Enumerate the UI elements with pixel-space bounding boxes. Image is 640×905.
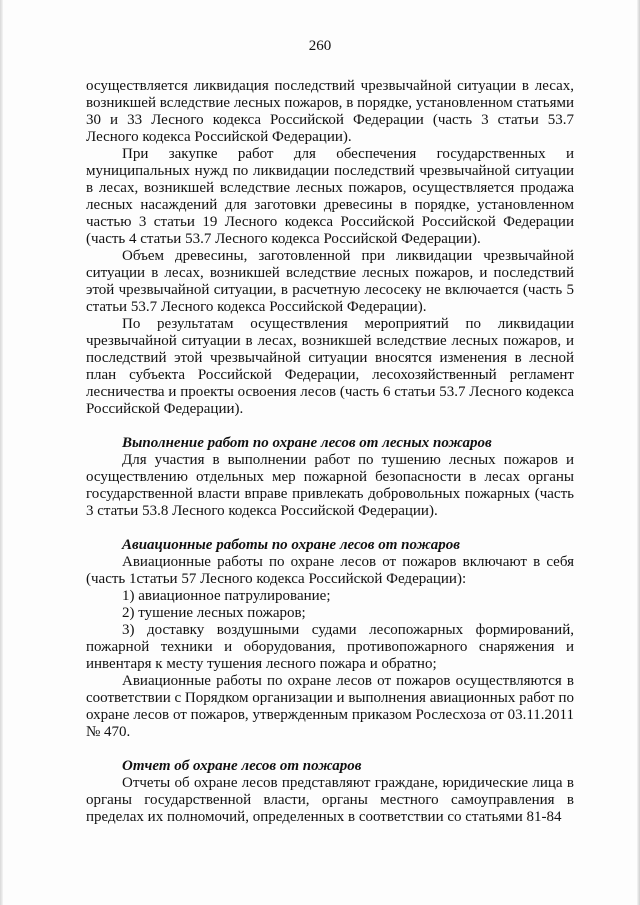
scan-edge-left (0, 0, 3, 905)
section-heading-report: Отчет об охране лесов от пожаров (122, 758, 362, 774)
paragraph-continuation: осуществляется ликвидация последствий чрезвычайной ситуации в лесах, возникшей вследствие лесных пожаров, в порядке, установленном статьями 30 и 33 Лесного кодекса Российской Федерации (часть 3 статьи 53.7 Лесного кодекса Российской Федерации). (86, 78, 574, 145)
section-heading-fire-protection: Выполнение работ по охране лесов от лесных пожаров (122, 435, 492, 451)
section-gap (86, 520, 574, 537)
paragraph-report: Отчеты об охране лесов представляют граждане, юридические лица в органы государственной власти, органы местного самоуправления в пределах их полномочий, определенных в соответствии со статьями 81-84 (86, 775, 574, 825)
section-heading-aviation: Авиационные работы по охране лесов от пожаров (122, 537, 460, 553)
paragraph-aviation-intro: Авиационные работы по охране лесов от пожаров включают в себя (часть 1статьи 57 Лесного кодекса Российской Федерации): (86, 554, 574, 587)
page-number: 260 (308, 38, 332, 54)
paragraph-timber-volume: Объем древесины, заготовленной при ликвидации чрезвычайной ситуации в лесах, возникшей вследствие лесных пожаров, и последствий этой чрезвычайной ситуации, в расчетную лесосеку не включается (часть 5 статьи 53.7 Лесного кодекса Российской Федерации). (86, 248, 574, 315)
list-item-extinguishing: 2) тушение лесных пожаров; (122, 605, 306, 621)
list-item-patrol: 1) авиационное патрулирование; (122, 588, 331, 604)
paragraph-volunteer-firefighters: Для участия в выполнении работ по тушению лесных пожаров и осуществлению отдельных мер пожарной безопасности в лесах органы государственной власти вправе привлекать добровольных пожарных (часть 3 статьи 53.8 Лесного кодекса Российской Федерации). (86, 452, 574, 519)
paragraph-procurement: При закупке работ для обеспечения государственных и муниципальных нужд по ликвидации последствий чрезвычайной ситуации в лесах, возникшей вследствие лесных пожаров, осуществляется продажа лесных насаждений для заготовки древесины в порядке, установленном частью 3 статьи 19 Лесного кодекса Российской Российской Федерации (часть 4 статьи 53.7 Лесного кодекса Российской Федерации). (86, 146, 574, 247)
section-gap (86, 741, 574, 758)
document-body (86, 78, 574, 826)
paragraph-aviation-order: Авиационные работы по охране лесов от пожаров осуществляются в соответствии с Порядком организации и выполнения авиационных работ по охране лесов от пожаров, утвержденным приказом Рослесхоза от 03.11.2011 № 470. (86, 673, 574, 740)
section-gap (86, 418, 574, 435)
list-item-delivery: 3) доставку воздушными судами лесопожарных формирований, пожарной техники и оборудования, противопожарного снаряжения и инвентаря к месту тушения лесного пожара и обратно; (86, 622, 574, 672)
paragraph-forest-plan-changes: По результатам осуществления мероприятий по ликвидации чрезвычайной ситуации в лесах, возникшей вследствие лесных пожаров, и последствий этой чрезвычайной ситуации вносятся изменения в лесной план субъекта Российской Федерации, лесохозяйственный регламент лесничества и проекты освоения лесов (часть 6 статьи 53.7 Лесного кодекса Российской Федерации). (86, 316, 574, 417)
